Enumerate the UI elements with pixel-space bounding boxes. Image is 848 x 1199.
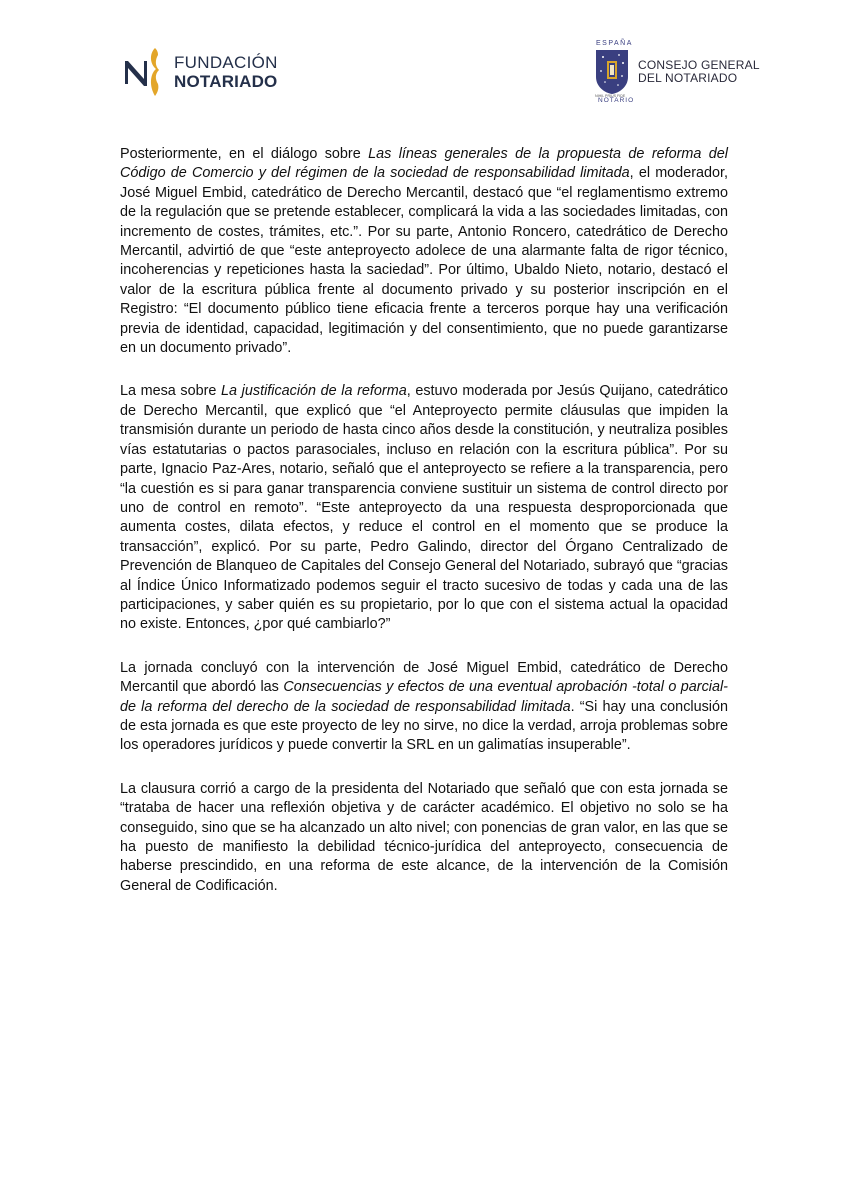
p1-text-a: Posteriormente, en el diálogo sobre xyxy=(120,146,369,162)
fundacion-notariado-logo xyxy=(122,44,292,100)
paragraph-1 xyxy=(120,145,728,358)
p3-text-a: La jornada concluyó con la intervención de José Miguel Embid, catedrático de Derecho Mercantil que abordó las xyxy=(120,659,728,696)
p2-text-a: La mesa sobre xyxy=(120,383,222,400)
logo-notario-text: NOTARIO xyxy=(598,97,635,104)
logo-consejo-line-1: CONSEJO GENERAL xyxy=(638,58,760,72)
logo-motto: NIHIL PRIUS FIDE xyxy=(595,94,626,98)
logo-consejo-line-2: DEL NOTARIADO xyxy=(638,71,738,85)
logo-espana-text: ESPAÑA xyxy=(596,40,633,47)
paragraph-2 xyxy=(120,382,728,634)
notary-shield-icon xyxy=(595,49,629,95)
p4-text-a: La clausura corrió a cargo de la presidenta del Notariado que señaló que con esta jornada se “trataba de hacer una reflexión objetiva y de carácter académico. El objetivo no solo se ha conseguido, sino que se ha alcanzado un alto nivel; con ponencias de gran valor, en las que se ha puesto de manifiesto la debilidad técnico-jurídica del anteproyecto, consecuencia de haberse prescindido, en una reforma de este alcance, de la intervención de la Comisión General de Codificación. xyxy=(120,780,728,894)
logo-line-1: FUNDACIÓN xyxy=(174,53,278,72)
article-body xyxy=(120,145,728,920)
consejo-general-logo xyxy=(592,40,762,106)
p2-italic-title: La justificación de la reforma xyxy=(221,383,407,400)
logo-line-2: NOTARIADO xyxy=(174,72,278,91)
paragraph-4 xyxy=(120,780,728,896)
p3-text-c: . “Si hay una conclusión de esta jornada es que este proyecto de ley no sirve, no dice la verdad, arroja problemas sobre los operadores jurídicos y puede convertir la SRL en un galimatías insuperable”. xyxy=(120,698,728,754)
p3-italic-title: Consecuencias y efectos de una eventual aprobación -total o parcial- de la reforma del derecho de la sociedad de responsabilidad limitada xyxy=(120,679,728,715)
fn-monogram-icon xyxy=(122,44,170,100)
p1-italic-title: Las líneas generales de la propuesta de reforma del Código de Comercio y del régimen de la sociedad de responsabilidad limitada xyxy=(120,146,728,182)
p1-text-c: , el moderador, José Miguel Embid, catedrático de Derecho Mercantil, destacó que “el reglamentismo extremo de la regulación que se pretende establecer, complicará la vida a las sociedades limitadas, con incremento de costes, trámites, etc.”. Por su parte, Antonio Roncero, catedrático de Derecho Mercantil, advirtió de que “este anteproyecto adolece de una alarmante falta de rigor técnico, incoherencias y repeticiones hasta la saciedad”. Por último, Ubaldo Nieto, notario, destacó el valor de la escritura pública frente al documento privado y su posterior inscripción en el Registro: “El documento público tiene eficacia frente a terceros porque hay una verificación previa de identidad, capacidad, legitimación y del consentimiento, que no puede garantizarse en un documento privado”. xyxy=(120,165,728,357)
p2-text-c: , estuvo moderada por Jesús Quijano, catedrático de Derecho Mercantil, que explicó que “el Anteproyecto permite cláusulas que impiden la transmisión durante un periodo de hasta cinco años desde la constitución, y neutraliza posibles vías estatutarias o pactos parasociales, incluso en relación con la escritura pública”. Por su parte, Ignacio Paz-Ares, notario, señaló que el anteproyecto se refiere a la transparencia, pero “la cuestión es si para ganar transparencia conviene sustituir un sistema de control directo por uno de control en remoto”. “Este anteproyecto da una respuesta desproporcionada que aumenta costes, dilata efectos, y reduce el control en el momento que se produce la transacción”, explicó. Por su parte, Pedro Galindo, director del Órgano Centralizado de Prevención de Blanqueo de Capitales del Consejo General del Notariado, subrayó que “gracias al Índice Único Informatizado podemos seguir el tracto sucesivo de todas y cada una de las participaciones, y saber quién es su propietario, por lo que con el sistema actual la opacidad no existe. Entonces, ¿por qué cambiarlo?” xyxy=(120,383,728,633)
paragraph-3 xyxy=(120,659,728,756)
